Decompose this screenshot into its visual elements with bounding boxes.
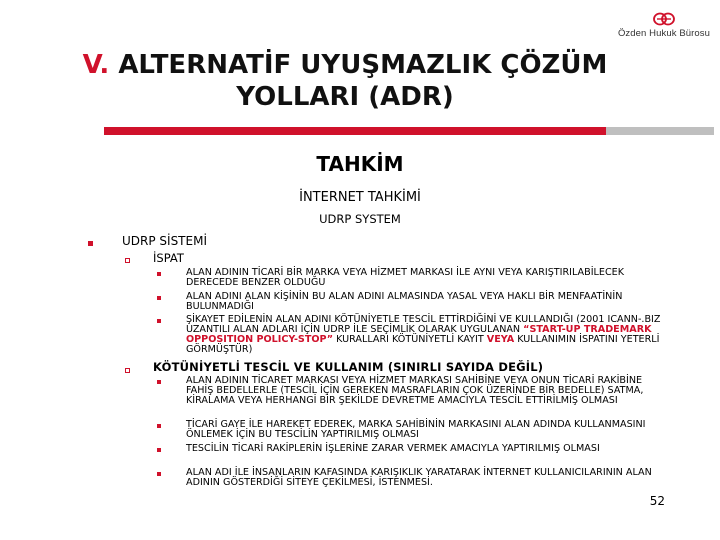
ispat-item-3-text-a: ŞİKAYET EDİLENİN ALAN ADINI KÖTÜNİYETLE TESCİL ETTİRDİĞİNİ VE KULLANDIĞI (2001 ICANN-.BIZ UZANTILI ALAN ADLARI İÇİN UDRP İLE SEÇİMLİK OLARAK UYGULANAN	[186, 314, 661, 335]
title-line-1: ALTERNATİF UYUŞMAZLIK ÇÖZÜM	[118, 50, 608, 80]
firm-name: Özden Hukuk Bürosu	[617, 28, 711, 39]
bullet-hollow-square-icon	[125, 258, 130, 263]
ispat-item-3-text-c: KULLANIMIN İSPATINI YETERLİ GÖRMÜŞTÜR)	[186, 334, 660, 355]
section-subsubheading: UDRP SYSTEM	[319, 212, 401, 226]
section-subheading: İNTERNET TAHKİMİ	[299, 190, 421, 205]
firm-emblem-icon	[653, 12, 675, 26]
kotuniyet-item-3: TESCİLİN TİCARİ RAKİPLERİN İŞLERİNE ZARAR VERMEK AMACIYLA YAPTIRILMIŞ OLMASI	[186, 443, 600, 454]
bullet-small-square-icon	[157, 380, 161, 384]
section-heading: TAHKİM	[316, 152, 404, 176]
bullet-square-icon	[88, 241, 93, 246]
kotuniyet-item-4: ALAN ADI İLE İNSANLARIN KAFASINDA KARIŞIKLIK YARATARAK İNTERNET KULLANICILARININ ALAN ADININ GÖSTERDİĞİ SİTEYE ÇEKİLMESİ, İSTENMESİ.	[186, 467, 652, 488]
stop-policy-highlight: “START-UP TRADEMARK OPPOSITION POLICY-STOP”	[186, 324, 652, 345]
kotuniyet-label: KÖTÜNİYETLİ TESCİL VE KULLANIM (SINIRLI SAYIDA DEĞİL)	[153, 360, 544, 374]
firm-logo	[612, 12, 716, 39]
title-grey-bar	[606, 127, 714, 135]
bullet-hollow-square-icon	[125, 368, 130, 373]
bullet-small-square-icon	[157, 272, 161, 276]
kotuniyet-item-1: ALAN ADININ TİCARET MARKASI VEYA HİZMET MARKASI SAHİBİNE VEYA ONUN TİCARİ RAKİBİNE FAHİŞ BEDELLERLE (TESCİL İÇİN GEREKEN MASRAFLARIN ÇOK ÜZERİNDE BİR BEDELLE) SATMA, KİRALAMA VEYA HERHANGİ BİR ŞEKİLDE DEVRETME AMACIYLA TESCİL ETTİRİLMİŞ OLMASI	[186, 375, 644, 406]
title-accent-bar	[104, 127, 606, 135]
bullet-small-square-icon	[157, 319, 161, 323]
bullet-small-square-icon	[157, 424, 161, 428]
slide-title	[40, 49, 650, 113]
ispat-label: İSPAT	[153, 251, 184, 265]
ispat-item-3-text-b: KURALLARI KÖTÜNİYETLİ KAYIT	[333, 334, 487, 345]
title-line-2: YOLLARI (ADR)	[236, 82, 454, 112]
bullet-small-square-icon	[157, 448, 161, 452]
title-number: V.	[82, 50, 110, 80]
udrp-system-label: UDRP SİSTEMİ	[122, 234, 207, 248]
ispat-item-3	[186, 315, 666, 355]
page-number: 52	[649, 494, 665, 508]
ispat-item-2: ALAN ADINI ALAN KİŞİNİN BU ALAN ADINI ALMASINDA YASAL VEYA HAKLI BİR MENFAATİNİN BULUNMADIĞI	[186, 291, 623, 312]
veya-highlight: VEYA	[486, 334, 515, 345]
bullet-small-square-icon	[157, 472, 161, 476]
bullet-small-square-icon	[157, 296, 161, 300]
ispat-item-1: ALAN ADININ TİCARİ BİR MARKA VEYA HİZMET MARKASI İLE AYNI VEYA KARIŞTIRILABİLECEK DERECEDE BENZER OLDUĞU	[186, 267, 624, 288]
kotuniyet-item-2: TİCARİ GAYE İLE HAREKET EDEREK, MARKA SAHİBİNİN MARKASINI ALAN ADINDA KULLANMASINI ÖNLEMEK İÇİN BU TESCİLİN YAPTIRILMIŞ OLMASI	[186, 419, 646, 440]
